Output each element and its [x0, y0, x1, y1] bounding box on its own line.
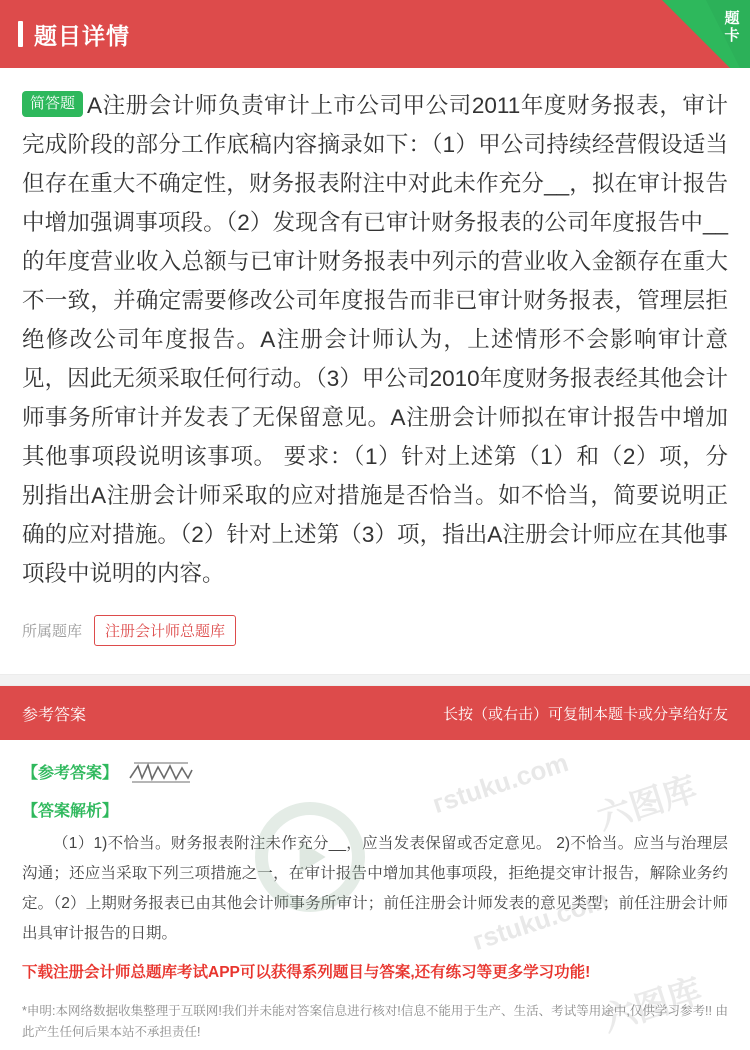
ribbon-label: 题卡 — [724, 10, 740, 44]
answer-section — [0, 740, 750, 1050]
answer-header — [0, 686, 750, 740]
answer-analysis-text: （1）1)不恰当。财务报表附注未作充分__，应当发表保留或否定意见。 2)不恰当。应当与治理层沟通；还应当采取下列三项措施之一，在审计报告中增加其他事项段，拒绝提交审计报告，解除业务约定。（2）上期财务报表已由其他会计师事务所审计；前任注册会计师发表的意见类型；前任注册会计师出具审计报告的日期。 — [22, 835, 728, 942]
header-accent-bar — [18, 21, 23, 47]
answer-header-title: 参考答案 — [22, 706, 87, 724]
question-text: A注册会计师负责审计上市公司甲公司2011年度财务报表，审计完成阶段的部分工作底稿内容摘录如下：（1）甲公司持续经营假设适当但存在重大不确定性，财务报表附注中对此未作充分__，拟在审计报告中增加强调事项段。（2）发现含有已审计财务报表的公司年度报告中__的年度营业收入总额与已审计财务报表中列示的营业收入金额存在重大不一致，并确定需要修改公司年度报告而非已审计财务报表，管理层拒绝修改公司年度报告。A注册会计师认为，上述情形不会影响审计意见，因此无须采取任何行动。（3）甲公司2010年度财务报表经其他会计师事务所审计并发表了无保留意见。A注册会计师拟在审计报告中增加其他事项段说明该事项。 要求：（1）针对上述第（1）和（2）项，分别指出A注册会计师采取的应对措施是否恰当。如不恰当，简要说明正确的应对措施。（2）针对上述第（3）项，指出A注册会计师应在其他事项段中说明的内容。 — [22, 93, 728, 586]
reference-answer-label — [22, 760, 728, 784]
watermark-brand-2: 六图库 — [597, 971, 707, 1040]
answer-analysis-label: 【答案解析】 — [22, 803, 119, 820]
watermark-brand-1: 六图库 — [592, 769, 702, 838]
section-divider — [0, 674, 750, 686]
page-title: 题目详情 — [34, 22, 130, 49]
app-download-promo[interactable]: 下载注册会计师总题库考试APP可以获得系列题目与答案,还有练习等更多学习功能! — [22, 964, 591, 981]
question-bank-row — [22, 615, 728, 674]
watermark-site-2: гstuku.com — [468, 883, 612, 957]
question-bank-chip[interactable]: 注册会计师总题库 — [94, 615, 236, 646]
question-type-badge: 简答题 — [22, 91, 83, 117]
watermark-site-1: гstuku.com — [428, 746, 572, 820]
question-section — [0, 68, 750, 674]
answer-share-hint[interactable]: 长按（或右击）可复制本题卡或分享给好友 — [442, 705, 728, 723]
question-bank-label: 所属题库 — [22, 623, 83, 640]
question-text-block — [22, 86, 728, 593]
disclaimer-text: *申明:本网络数据收集整理于互联网!我们并未能对答案信息进行核对!信息不能用于生产、生活、考试等用途中,仅供学习参考!! 由此产生任何后果本站不承担责任! — [22, 1004, 728, 1039]
handwriting-scribble-icon — [128, 760, 194, 784]
page-header — [0, 0, 750, 68]
corner-ribbon — [662, 0, 750, 68]
reference-answer-label-text: 【参考答案】 — [22, 765, 119, 782]
